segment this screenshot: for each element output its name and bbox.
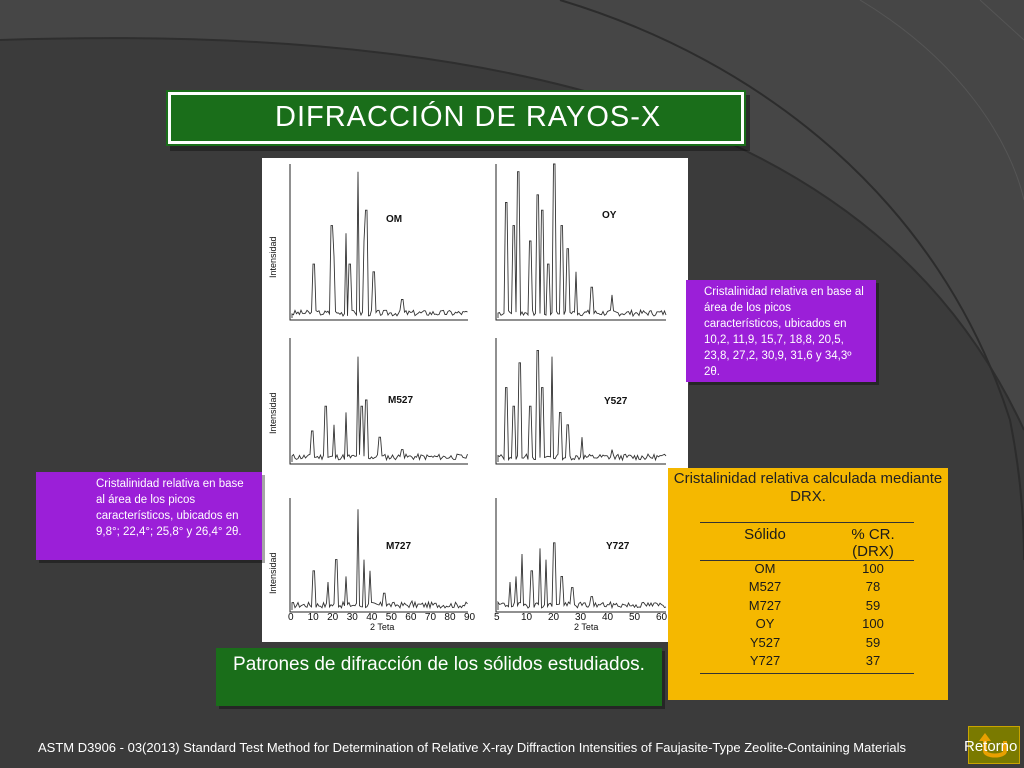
crystallinity-note-m: [36, 472, 262, 560]
table-cell-cr: 59: [865, 635, 881, 650]
panel-label-m727: M727: [386, 541, 412, 552]
table-cell-solid: M527: [748, 579, 782, 594]
crystallinity-note-y-text: Cristalinidad relativa en base al área de los picos característicos, ubicados en 10,2, 11,9, 15,7, 18,8, 20,5, 23,8, 27,2, 30,9, 31,6 y 34,3º 2θ.: [704, 286, 864, 378]
left-x-tick: 90: [464, 612, 476, 623]
table-cell-solid: Y727: [749, 653, 781, 668]
table-header-solid: Sólido: [744, 526, 786, 543]
crystallinity-note-y: [686, 280, 876, 382]
xrd-figure: [262, 158, 688, 642]
right-x-tick: 50: [629, 612, 641, 623]
panel-label-om: OM: [386, 214, 403, 225]
panel-label-y727: Y727: [606, 541, 630, 552]
title-box: [168, 92, 744, 144]
left-x-tick: 30: [346, 612, 358, 623]
slide-title: DIFRACCIÓN DE RAYOS-X: [275, 101, 662, 133]
table-cell-solid: OY: [755, 616, 775, 631]
y-label-bottom: Intensidad: [268, 552, 278, 594]
table-cell-solid: Y527: [749, 635, 781, 650]
table-cell-cr: 100: [862, 616, 884, 631]
left-x-tick: 0: [288, 612, 294, 623]
table-title: Cristalinidad relativa calculada mediante DRX.: [673, 470, 943, 505]
table-cell-solid: M727: [748, 598, 782, 613]
right-x-tick: 20: [548, 612, 560, 623]
figure-caption-text: Patrones de difracción de los sólidos estudiados.: [233, 654, 645, 675]
panel-label-oy: OY: [602, 210, 617, 221]
right-x-tick: 40: [602, 612, 614, 623]
y-label-middle: Intensidad: [268, 392, 278, 434]
table-rule-bottom: [700, 673, 914, 674]
table-cell-cr: 100: [862, 561, 884, 576]
return-label[interactable]: Retorno: [964, 738, 1018, 755]
footer-reference: ASTM D3906 - 03(2013) Standard Test Method for Determination of Relative X-ray Diffraction Intensities of Faujasite-Type Zeolite-Containing Materials: [38, 740, 907, 755]
table-header-cr: % CR. (DRX): [851, 526, 895, 560]
right-x-tick: 10: [521, 612, 533, 623]
left-x-tick: 20: [327, 612, 339, 623]
x-label-left: 2 Teta: [370, 622, 395, 632]
panel-label-m527: M527: [388, 395, 414, 406]
right-x-tick: 30: [575, 612, 587, 623]
figure-caption: [216, 648, 662, 706]
y-label-top: Intensidad: [268, 236, 278, 278]
table-cell-cr: 59: [865, 598, 881, 613]
table-cell-solid: OM: [754, 561, 776, 576]
table-cell-cr: 37: [865, 653, 881, 668]
left-x-tick: 50: [385, 612, 397, 623]
left-x-tick: 40: [366, 612, 378, 623]
crystallinity-note-m-text: Cristalinidad relativa en base al área de los picos característicos, ubicados en 9,8°; 22,4°; 25,8° y 26,4° 2θ.: [96, 478, 244, 538]
left-x-tick: 70: [424, 612, 437, 623]
table-cell-cr: 78: [865, 579, 881, 594]
right-x-tick: 60: [656, 612, 668, 623]
left-x-tick: 60: [405, 612, 417, 623]
xrd-patterns: [262, 158, 688, 642]
table-rule-top: [700, 522, 914, 523]
left-x-tick: 10: [307, 612, 319, 623]
right-x-tick: 5: [494, 612, 500, 623]
x-label-right: 2 Teta: [574, 622, 599, 632]
left-x-tick: 80: [444, 612, 456, 623]
panel-label-y527: Y527: [604, 396, 628, 407]
